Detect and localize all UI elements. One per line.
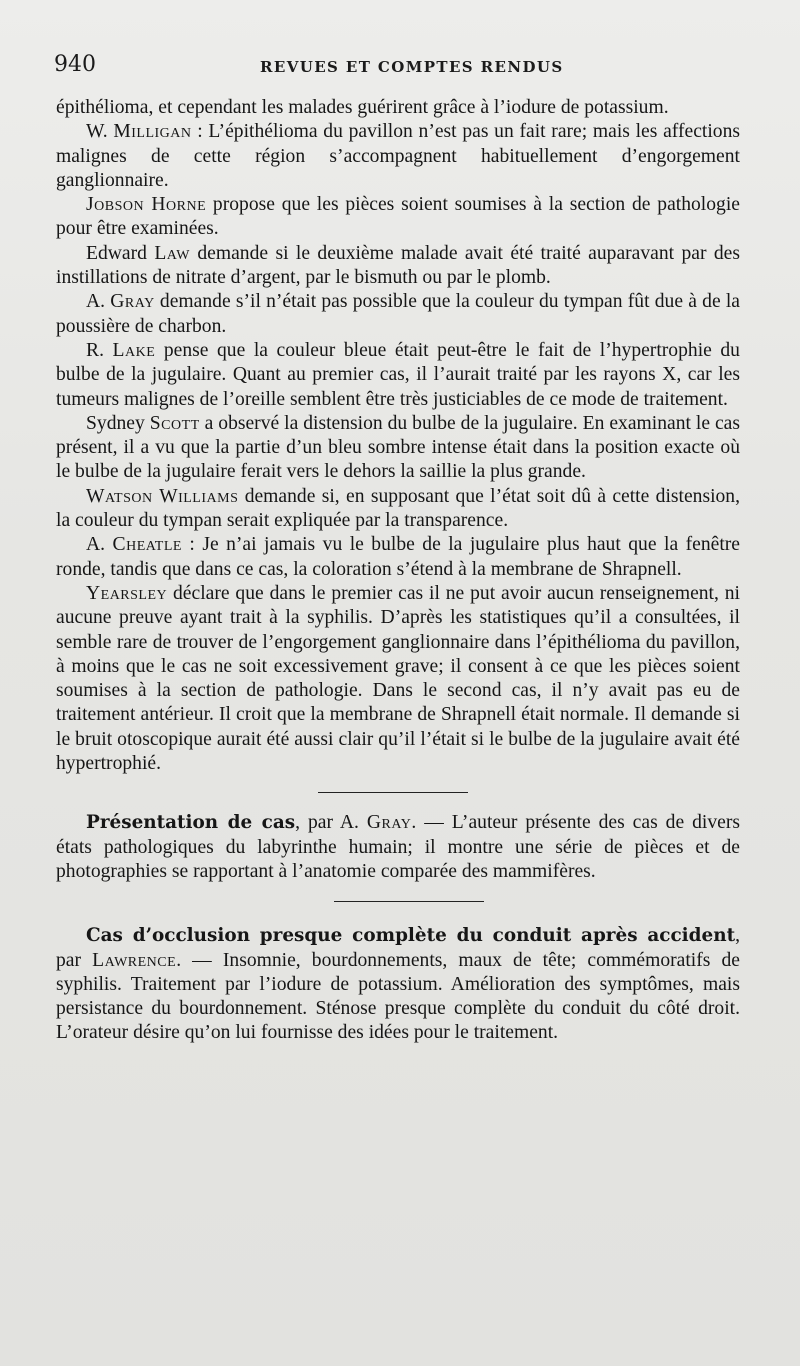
text-run: demande si, en supposant que l’état soit dû à cette distension, la couleur du tympan serait expliquée par la transparence.	[56, 485, 741, 532]
text-run: A.	[86, 534, 113, 556]
text-run: déclare que dans le premier cas il ne put avoir aucun renseignement, ni aucune preuve ayant trait à la syphilis. D’après les statistiques qu’il a consultées, il semble rare de trouver de l’engorgement ganglionnaire dans l’épithélioma du pavillon, à moins que le cas ne soit excessivement grave; il consent à ce que les pièces soient soumises à la section de pathologie. Dans le second cas, il n’y avait pas eu de traitement antérieur. Il croit que la membrane de Shrapnell était normale. Il demande si le bruit otoscopique aurait été aussi clair qu’il l’était si le bulbe de la jugulaire avait été hypertrophié.	[56, 582, 740, 775]
speaker-name: Lawrence	[92, 949, 177, 971]
speaker-name: Milligan	[113, 121, 192, 143]
text-run: a observé la distension du bulbe de la jugulaire. En examinant le cas présent, il a vu que la partie d’un bleu sombre intense était dans la position exacte où le bulbe de la jugulaire ferait vers le dehors la saillie la plus grande.	[56, 412, 740, 483]
para-epithelioma-cont	[56, 96, 740, 120]
running-head: REVUES ET COMPTES RENDUS	[260, 58, 564, 76]
section-title: Cas d’occlusion presque complète du conduit après accident	[86, 925, 736, 947]
speaker-name: Lake	[112, 339, 156, 361]
speaker-name: Cheatle	[112, 534, 182, 556]
speaker-name: Watson Williams	[86, 485, 239, 507]
text-run: Sydney	[86, 412, 150, 434]
discussion-paragraphs	[56, 96, 740, 776]
body-text	[56, 96, 740, 1046]
text-run: Edward	[86, 242, 155, 264]
para-lake	[56, 339, 740, 412]
text-run: . — Insomnie, bourdonnements, maux de tête; commémoratifs de syphilis. Traitement par l’iodure de potassium. Amélioration des symptômes, mais persistance du bourdonnement. Sténose presque complète du conduit du côté droit. L’orateur désire qu’on lui fournisse des idées pour le traitement.	[56, 949, 740, 1044]
section-divider	[334, 901, 484, 902]
text-run: W.	[86, 121, 114, 143]
speaker-name: Jobson Horne	[86, 194, 207, 216]
text-run: pense que la couleur bleue était peut-être le fait de l’hypertrophie du bulbe de la jugulaire. Quant au premier cas, il l’aurait traité par les rayons X, car les tumeurs malignes de l’oreille semblent être très justiciables de ce mode de traitement.	[56, 339, 740, 410]
text-run: . — L’auteur présente des cas de divers états pathologiques du labyrinthe humain; il montre une série de pièces et de photographies se rapportant à l’anatomie comparée des mammifères.	[56, 812, 740, 882]
page-header	[54, 52, 754, 88]
speaker-name: Law	[154, 242, 190, 264]
page-number: 940	[54, 52, 96, 77]
section-paragraph	[56, 811, 740, 884]
text-run: demande s’il n’était pas possible que la couleur du tympan fût due à de la poussière de charbon.	[56, 291, 740, 337]
speaker-name: Gray	[110, 291, 155, 313]
text-run: , par	[56, 925, 740, 971]
text-run: , par A.	[295, 812, 367, 834]
para-cheatle	[56, 533, 740, 582]
section-presentation-de-cas	[56, 811, 740, 884]
section-cas-d-occlusion	[56, 924, 740, 1045]
para-law	[56, 242, 740, 291]
section-title: Présentation de cas	[86, 812, 296, 834]
para-scott	[56, 412, 740, 485]
text-run: propose que les pièces soient soumises à la section de pathologie pour être examinées.	[56, 194, 740, 240]
para-milligan	[56, 120, 740, 193]
text-run: : Je n’ai jamais vu le bulbe de la jugulaire plus haut que la fenêtre ronde, tandis que dans ce cas, la coloration s’étend à la membrane de Shrapnell.	[56, 534, 740, 580]
speaker-name: Yearsley	[86, 582, 168, 604]
section-paragraph	[56, 924, 740, 1045]
para-yearsley	[56, 582, 740, 776]
section-divider	[318, 792, 468, 793]
text-run: épithélioma, et cependant les malades guérirent grâce à l’iodure de potassium.	[56, 97, 669, 118]
text-run: demande si le deuxième malade avait été traité auparavant par des instillations de nitrate d’argent, par le bismuth ou par le plomb.	[56, 242, 740, 289]
text-run: : L’épithélioma du pavillon n’est pas un fait rare; mais les affections malignes de cette région s’accompagnent habituellement d’engorgement ganglionnaire.	[56, 121, 740, 191]
para-horne	[56, 193, 740, 242]
text-run: R.	[86, 339, 113, 361]
speaker-name: Scott	[149, 412, 200, 434]
para-gray	[56, 290, 740, 339]
speaker-name: Gray	[366, 812, 412, 834]
text-run: A.	[86, 291, 111, 313]
para-williams	[56, 485, 740, 534]
